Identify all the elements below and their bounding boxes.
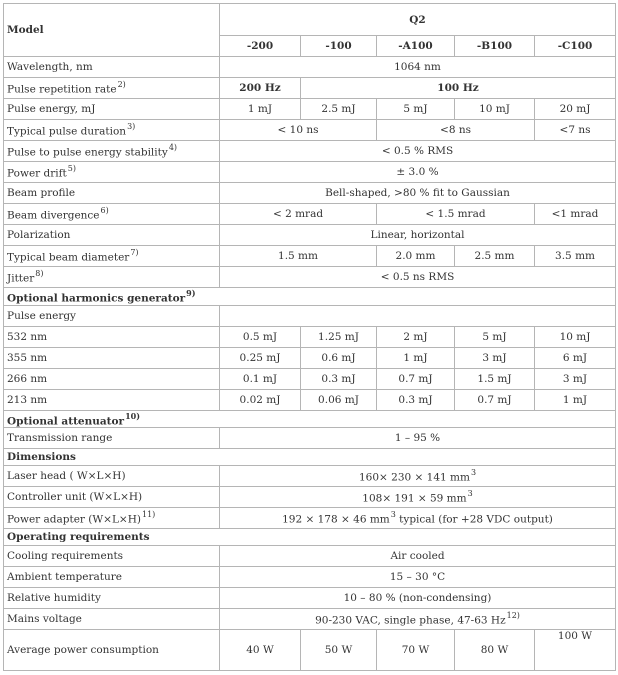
diameter-row: [4, 246, 616, 267]
diameter-value: 2.5 mm: [455, 246, 535, 267]
ambient-row: [4, 567, 616, 588]
drift-row: [4, 162, 616, 183]
footnote-11: 11): [141, 510, 156, 520]
harmonics-sub-empty: [220, 305, 616, 326]
harmonic-cell: 0.7 mJ: [377, 368, 455, 389]
power-label: Average power consumption: [4, 630, 220, 671]
polarization-label: Polarization: [4, 225, 220, 246]
adapter-value: 192 × 178 × 46 $mm^3$ typical (for +28 VDC output): [220, 508, 616, 529]
divergence-value-2: < 1.5 mrad: [377, 204, 535, 225]
harmonic-label: 355 nm: [4, 347, 220, 368]
harmonics-title: Optional harmonics generator$^{9)}$: [4, 288, 616, 306]
model-label: Model: [4, 4, 220, 57]
variant-a100: -A100: [377, 36, 455, 57]
controller-row: [4, 487, 616, 508]
harmonic-cell: 5 mJ: [455, 326, 535, 347]
harmonic-cell: 1.25 mJ: [301, 326, 377, 347]
cooling-label: Cooling requirements: [4, 546, 220, 567]
variant-c100: -C100: [535, 36, 616, 57]
spec-table: [3, 3, 616, 671]
rep-rate-label: Pulse repetition rate$^{2)}$: [4, 78, 220, 99]
power-cell: 80 W: [455, 630, 535, 671]
footnote-2: 2): [117, 80, 126, 90]
dimensions-section-row: [4, 449, 616, 466]
harmonic-cell: 1 mJ: [377, 347, 455, 368]
transmission-value: 1 – 95 %: [220, 428, 616, 449]
harmonic-cell: 1.5 mJ: [455, 368, 535, 389]
harmonics-section-row: [4, 288, 616, 306]
harmonic-cell: 0.7 mJ: [455, 389, 535, 410]
divergence-value-3: <1 mrad: [535, 204, 616, 225]
footnote-9: 9): [186, 288, 196, 298]
laser-head-value: 160× 230 × 141 $mm^3$: [220, 466, 616, 487]
polarization-row: [4, 225, 616, 246]
humidity-row: [4, 588, 616, 609]
divergence-row: [4, 204, 616, 225]
variant-200: -200: [220, 36, 301, 57]
harmonic-label: 266 nm: [4, 368, 220, 389]
wavelength-row: [4, 57, 616, 78]
power-cell: 40 W: [220, 630, 301, 671]
divergence-value-1: < 2 mrad: [220, 204, 377, 225]
attenuator-section-row: [4, 410, 616, 428]
harmonic-cell: 0.3 mJ: [301, 368, 377, 389]
harmonic-label: 213 nm: [4, 389, 220, 410]
pulse-energy-cell: 1 mJ: [220, 99, 301, 120]
humidity-value: 10 – 80 % (non-condensing): [220, 588, 616, 609]
harmonic-label: 532 nm: [4, 326, 220, 347]
footnote-12: 12): [506, 611, 520, 621]
harmonic-cell: 3 mJ: [455, 347, 535, 368]
duration-label: Typical pulse duration$^{3)}$: [4, 120, 220, 141]
harmonic-cell: 6 mJ: [535, 347, 616, 368]
attenuator-title: Optional attenuator$^{10)}$: [4, 410, 616, 428]
profile-row: [4, 183, 616, 204]
header-row: [4, 4, 616, 36]
footnote-6: 6): [100, 206, 109, 216]
profile-label: Beam profile: [4, 183, 220, 204]
stability-value: < 0.5 % RMS: [220, 141, 616, 162]
pulse-energy-cell: 5 mJ: [377, 99, 455, 120]
profile-value: Bell-shaped, >80 % fit to Gaussian: [220, 183, 616, 204]
duration-value-2: <8 ns: [377, 120, 535, 141]
harmonic-cell: 0.02 mJ: [220, 389, 301, 410]
pulse-energy-cell: 10 mJ: [455, 99, 535, 120]
power-cell: 70 W: [377, 630, 455, 671]
mains-label: Mains voltage: [4, 609, 220, 630]
stability-row: [4, 141, 616, 162]
diameter-value: 1.5 mm: [220, 246, 377, 267]
diameter-label: Typical beam diameter$^{7)}$: [4, 246, 220, 267]
harmonic-cell: 0.5 mJ: [220, 326, 301, 347]
footnote-4: 4): [168, 143, 178, 153]
wavelength-label: Wavelength, nm: [4, 57, 220, 78]
variant-b100: -B100: [455, 36, 535, 57]
polarization-value: Linear, horizontal: [220, 225, 616, 246]
harmonic-cell: 2 mJ: [377, 326, 455, 347]
pulse-energy-cell: 2.5 mJ: [301, 99, 377, 120]
footnote-7: 7): [130, 248, 139, 258]
power-cell: 50 W: [301, 630, 377, 671]
operating-title: Operating requirements: [4, 529, 616, 546]
duration-row: [4, 120, 616, 141]
stability-label: Pulse to pulse energy stability$^{4)}$: [4, 141, 220, 162]
diameter-value: 3.5 mm: [535, 246, 616, 267]
humidity-label: Relative humidity: [4, 588, 220, 609]
footnote-5: 5): [67, 164, 76, 174]
controller-label: Controller unit (W×L×H): [4, 487, 220, 508]
mains-value: 90-230 VAC, single phase, 47-63 Hz$^{12)}$: [220, 609, 616, 630]
harmonic-cell: 3 mJ: [535, 368, 616, 389]
wavelength-value: 1064 nm: [220, 57, 616, 78]
harmonic-row: [4, 326, 616, 347]
controller-value: 108× 191 × 59 $mm^3$: [220, 487, 616, 508]
divergence-label: Beam divergence$^{6)}$: [4, 204, 220, 225]
transmission-row: [4, 428, 616, 449]
cooling-row: [4, 546, 616, 567]
adapter-row: [4, 508, 616, 529]
harmonics-sub-row: [4, 305, 616, 326]
adapter-label: Power adapter $(W\times L\times H)^{11)}$: [4, 508, 220, 529]
rep-rate-row: [4, 78, 616, 99]
drift-label: Power drift$^{5)}$: [4, 162, 220, 183]
operating-section-row: [4, 529, 616, 546]
harmonic-row: [4, 347, 616, 368]
laser-head-row: [4, 466, 616, 487]
variant-100: -100: [301, 36, 377, 57]
power-cell: 100 W: [535, 630, 616, 671]
harmonic-cell: 0.25 mJ: [220, 347, 301, 368]
footnote-8: 8): [35, 269, 44, 279]
ambient-value: 15 – 30 °C: [220, 567, 616, 588]
laser-head-label: Laser head ( W×L×H): [4, 466, 220, 487]
pulse-energy-cell: 20 mJ: [535, 99, 616, 120]
rep-rate-200: 200 Hz: [220, 78, 301, 99]
jitter-row: [4, 267, 616, 288]
diameter-value: 2.0 mm: [377, 246, 455, 267]
pulse-energy-label: Pulse energy, mJ: [4, 99, 220, 120]
harmonic-cell: 10 mJ: [535, 326, 616, 347]
cooling-value: Air cooled: [220, 546, 616, 567]
harmonic-row: [4, 389, 616, 410]
pulse-energy-row: [4, 99, 616, 120]
footnote-3: 3): [127, 122, 136, 132]
rep-rate-100: 100 Hz: [301, 78, 616, 99]
power-row: [4, 630, 616, 671]
drift-value: ± 3.0 %: [220, 162, 616, 183]
jitter-label: Jitter$^{8)}$: [4, 267, 220, 288]
duration-value-1: < 10 ns: [220, 120, 377, 141]
harmonic-row: [4, 368, 616, 389]
harmonic-cell: 0.6 mJ: [301, 347, 377, 368]
dimensions-title: Dimensions: [4, 449, 616, 466]
duration-value-3: <7 ns: [535, 120, 616, 141]
harmonic-cell: 0.3 mJ: [377, 389, 455, 410]
ambient-label: Ambient temperature: [4, 567, 220, 588]
harmonic-cell: 0.06 mJ: [301, 389, 377, 410]
jitter-value: < 0.5 ns RMS: [220, 267, 616, 288]
harmonic-cell: 0.1 mJ: [220, 368, 301, 389]
harmonics-subtitle: Pulse energy: [4, 305, 220, 326]
transmission-label: Transmission range: [4, 428, 220, 449]
harmonic-cell: 1 mJ: [535, 389, 616, 410]
footnote-10: 10): [125, 410, 140, 421]
mains-row: [4, 609, 616, 630]
model-group: Q2: [220, 4, 616, 36]
